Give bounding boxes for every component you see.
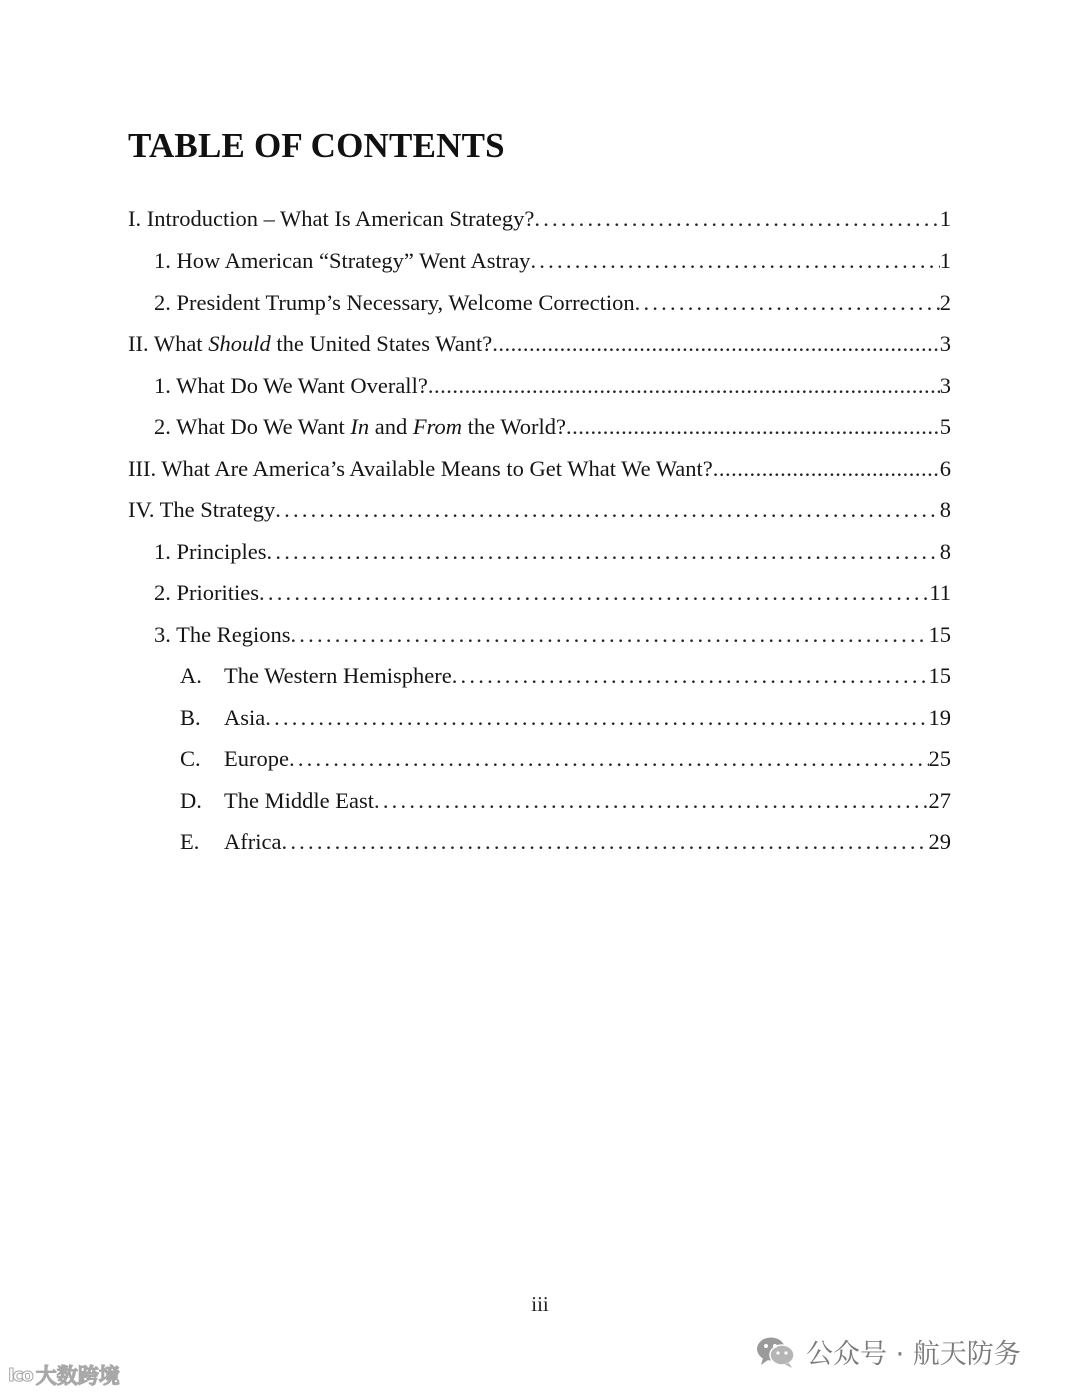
toc-entry-trump-correction[interactable] [154, 288, 951, 318]
toc-entry-letter: D. [180, 788, 202, 813]
emphasis-text: Should [208, 331, 271, 356]
toc-entry-the-strategy[interactable] [128, 495, 951, 525]
toc-entry-label: I. Introduction – What Is American Strategy? [128, 206, 535, 231]
emphasis-text: From [412, 414, 463, 439]
toc-entry-label: III. What Are America’s Available Means to Get What We Want? [128, 456, 713, 481]
toc-entry-letter: A. [180, 663, 202, 688]
page-title: TABLE OF CONTENTS [128, 126, 505, 165]
toc-entry-page: 3 [939, 373, 951, 398]
toc-entry-page: 19 [928, 705, 951, 730]
toc-entry-page: 3 [939, 331, 951, 356]
toc-entry-page: 1 [939, 248, 951, 273]
page-number: iii [531, 1292, 549, 1316]
watermark-left-text: 大数跨境 [35, 1364, 120, 1388]
dot-leader [492, 329, 940, 359]
watermark-right [756, 1332, 1021, 1371]
toc-entry-the-regions[interactable] [154, 620, 951, 650]
toc-entry-europe[interactable] [180, 744, 951, 774]
toc-entry-page: 2 [939, 290, 951, 315]
dot-leader [289, 744, 929, 774]
toc-entry-label: 1. Principles [154, 539, 267, 564]
toc-entry-page: 1 [939, 206, 951, 231]
toc-entry-middle-east[interactable] [180, 786, 951, 816]
watermark-right-text: 公众号 · 航天防务 [806, 1339, 1021, 1370]
emphasis-text: In [350, 414, 370, 439]
toc-entry-principles[interactable] [154, 537, 951, 567]
toc-entry-label: A. The Western Hemisphere [180, 661, 452, 691]
toc-entry-asia[interactable] [180, 703, 951, 733]
toc-entry-priorities[interactable] [154, 578, 951, 608]
toc-entry-page: 5 [939, 414, 951, 439]
dot-leader [566, 412, 940, 442]
toc-entry-africa[interactable] [180, 827, 951, 857]
watermark-left [8, 1360, 120, 1390]
toc-entry-label: C. Europe [180, 744, 289, 774]
dot-leader [713, 454, 940, 484]
dot-leader [534, 204, 939, 234]
toc-entry-label: E. Africa [180, 827, 281, 857]
dot-leader [374, 786, 929, 816]
dot-leader [530, 246, 939, 276]
toc-entry-introduction[interactable] [128, 204, 951, 234]
toc-entry-label: 2. Priorities [154, 580, 259, 605]
toc-entry-page: 8 [939, 539, 951, 564]
watermark-logo-icon: Ico [8, 1364, 32, 1386]
toc-entry-page: 25 [928, 746, 951, 771]
toc-entry-what-want-overall[interactable] [154, 371, 951, 401]
toc-entry-western-hemisphere[interactable] [180, 661, 951, 691]
toc-entry-label: IV. The Strategy [128, 497, 276, 522]
toc-entry-label: D. The Middle East [180, 786, 374, 816]
toc-entry-page: 29 [928, 829, 951, 854]
toc-entry-label: 2. What Do We Want In and From the World? [154, 414, 567, 439]
dot-leader [290, 620, 928, 650]
toc-entry-letter: B. [180, 705, 201, 730]
dot-leader [428, 371, 940, 401]
toc-entry-page: 6 [939, 456, 951, 481]
toc-entry-label: II. What Should the United States Want? [128, 331, 493, 356]
dot-leader [267, 537, 940, 567]
toc-entry-label: 2. President Trump’s Necessary, Welcome Correction [154, 290, 635, 315]
toc-entry-letter: E. [180, 829, 200, 854]
toc-entry-what-should-us-want[interactable] [128, 329, 951, 359]
toc-entry-label: 1. What Do We Want Overall? [154, 373, 428, 398]
toc-entry-page: 11 [929, 580, 951, 605]
dot-leader [275, 495, 939, 525]
toc-entry-how-strategy-went-astray[interactable] [154, 246, 951, 276]
toc-entry-page: 15 [928, 663, 951, 688]
dot-leader [452, 661, 929, 691]
toc-entry-page: 27 [928, 788, 951, 813]
toc-entry-letter: C. [180, 746, 201, 771]
dot-leader [265, 703, 928, 733]
toc-entry-label: B. Asia [180, 703, 265, 733]
toc-entry-want-in-from-world[interactable] [154, 412, 951, 442]
dot-leader [281, 827, 928, 857]
toc-entry-page: 15 [928, 622, 951, 647]
toc-entry-available-means[interactable] [128, 454, 951, 484]
toc-entry-page: 8 [939, 497, 951, 522]
toc-entry-label: 1. How American “Strategy” Went Astray [154, 248, 531, 273]
dot-leader [259, 578, 929, 608]
toc-entry-label: 3. The Regions [154, 622, 291, 647]
wechat-icon [756, 1335, 796, 1369]
dot-leader [635, 288, 940, 318]
